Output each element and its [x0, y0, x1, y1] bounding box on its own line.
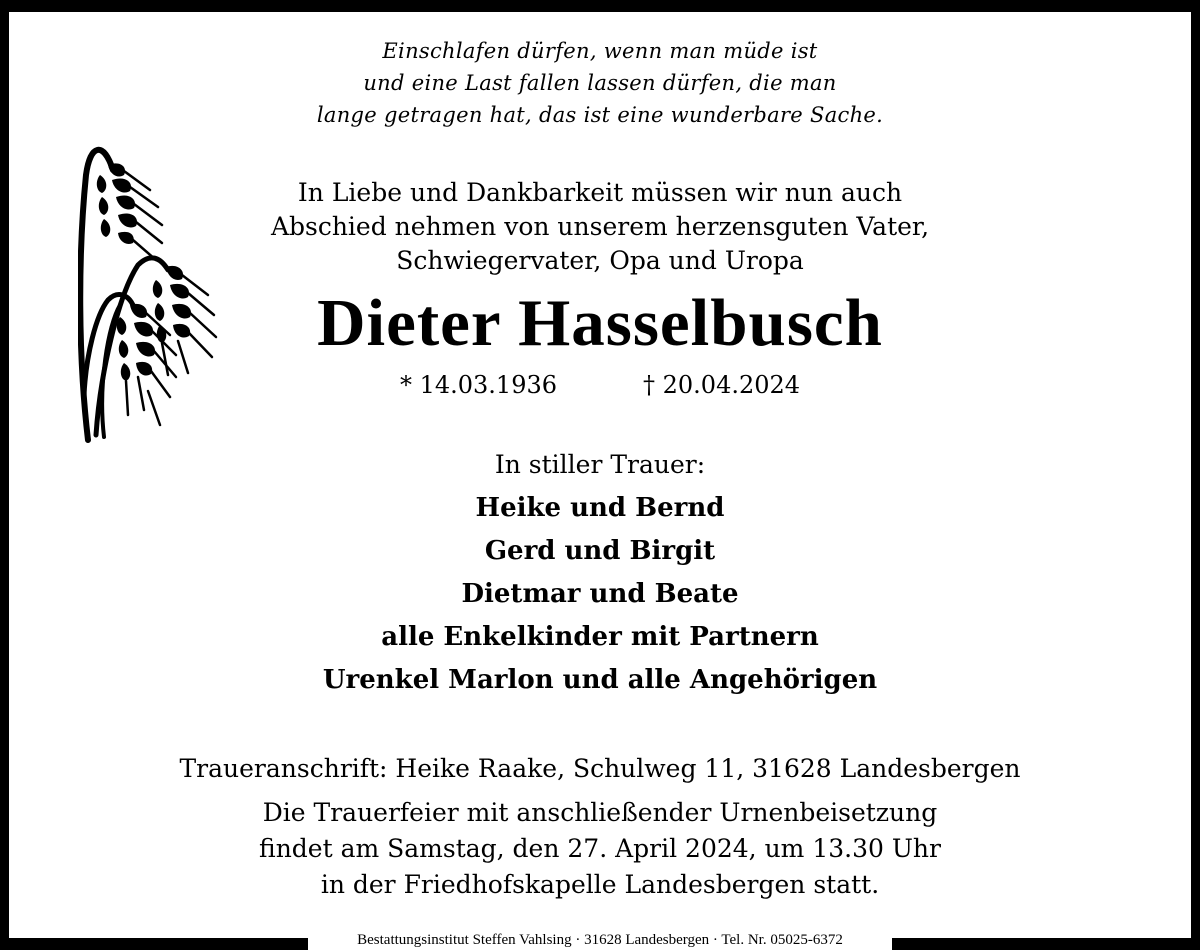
motto-line-3: lange getragen hat, das ist eine wunderbare Sache. — [316, 103, 884, 127]
motto-line-1: Einschlafen dürfen, wenn man müde ist — [382, 39, 818, 63]
mourner-1: Heike und Bernd — [475, 493, 725, 523]
motto-line-2: und eine Last fallen lassen dürfen, die man — [363, 71, 837, 95]
intro-line-2: Abschied nehmen von unserem herzensguten Vater, — [270, 212, 930, 241]
funeral-home-footer: Bestattungsinstitut Steffen Vahlsing · 31628 Landesbergen · Tel. Nr. 05025-6372 — [308, 931, 892, 950]
mourning-address: Traueranschrift: Heike Raake, Schulweg 11, 31628 Landesbergen — [179, 754, 1021, 783]
ceremony-line-3: in der Friedhofskapelle Landesbergen statt. — [320, 870, 880, 899]
mourning-label: In stiller Trauer: — [494, 450, 706, 479]
deceased-name: Dieter Hasselbusch — [317, 286, 883, 360]
birth-date: * 14.03.1936 — [399, 371, 557, 399]
mourner-3: Dietmar und Beate — [461, 579, 739, 609]
mourner-2: Gerd und Birgit — [484, 536, 716, 566]
mourner-4: alle Enkelkinder mit Partnern — [381, 622, 819, 652]
ceremony-line-2: findet am Samstag, den 27. April 2024, um 13.30 Uhr — [259, 834, 941, 863]
intro-line-3: Schwiegervater, Opa und Uropa — [396, 246, 804, 275]
life-dates — [0, 370, 1200, 400]
ceremony-line-1: Die Trauerfeier mit anschließender Urnenbeisetzung — [262, 798, 938, 827]
death-date: † 20.04.2024 — [643, 371, 801, 399]
intro-line-1: In Liebe und Dankbarkeit müssen wir nun auch — [297, 178, 903, 207]
mourner-5: Urenkel Marlon und alle Angehörigen — [322, 665, 878, 695]
